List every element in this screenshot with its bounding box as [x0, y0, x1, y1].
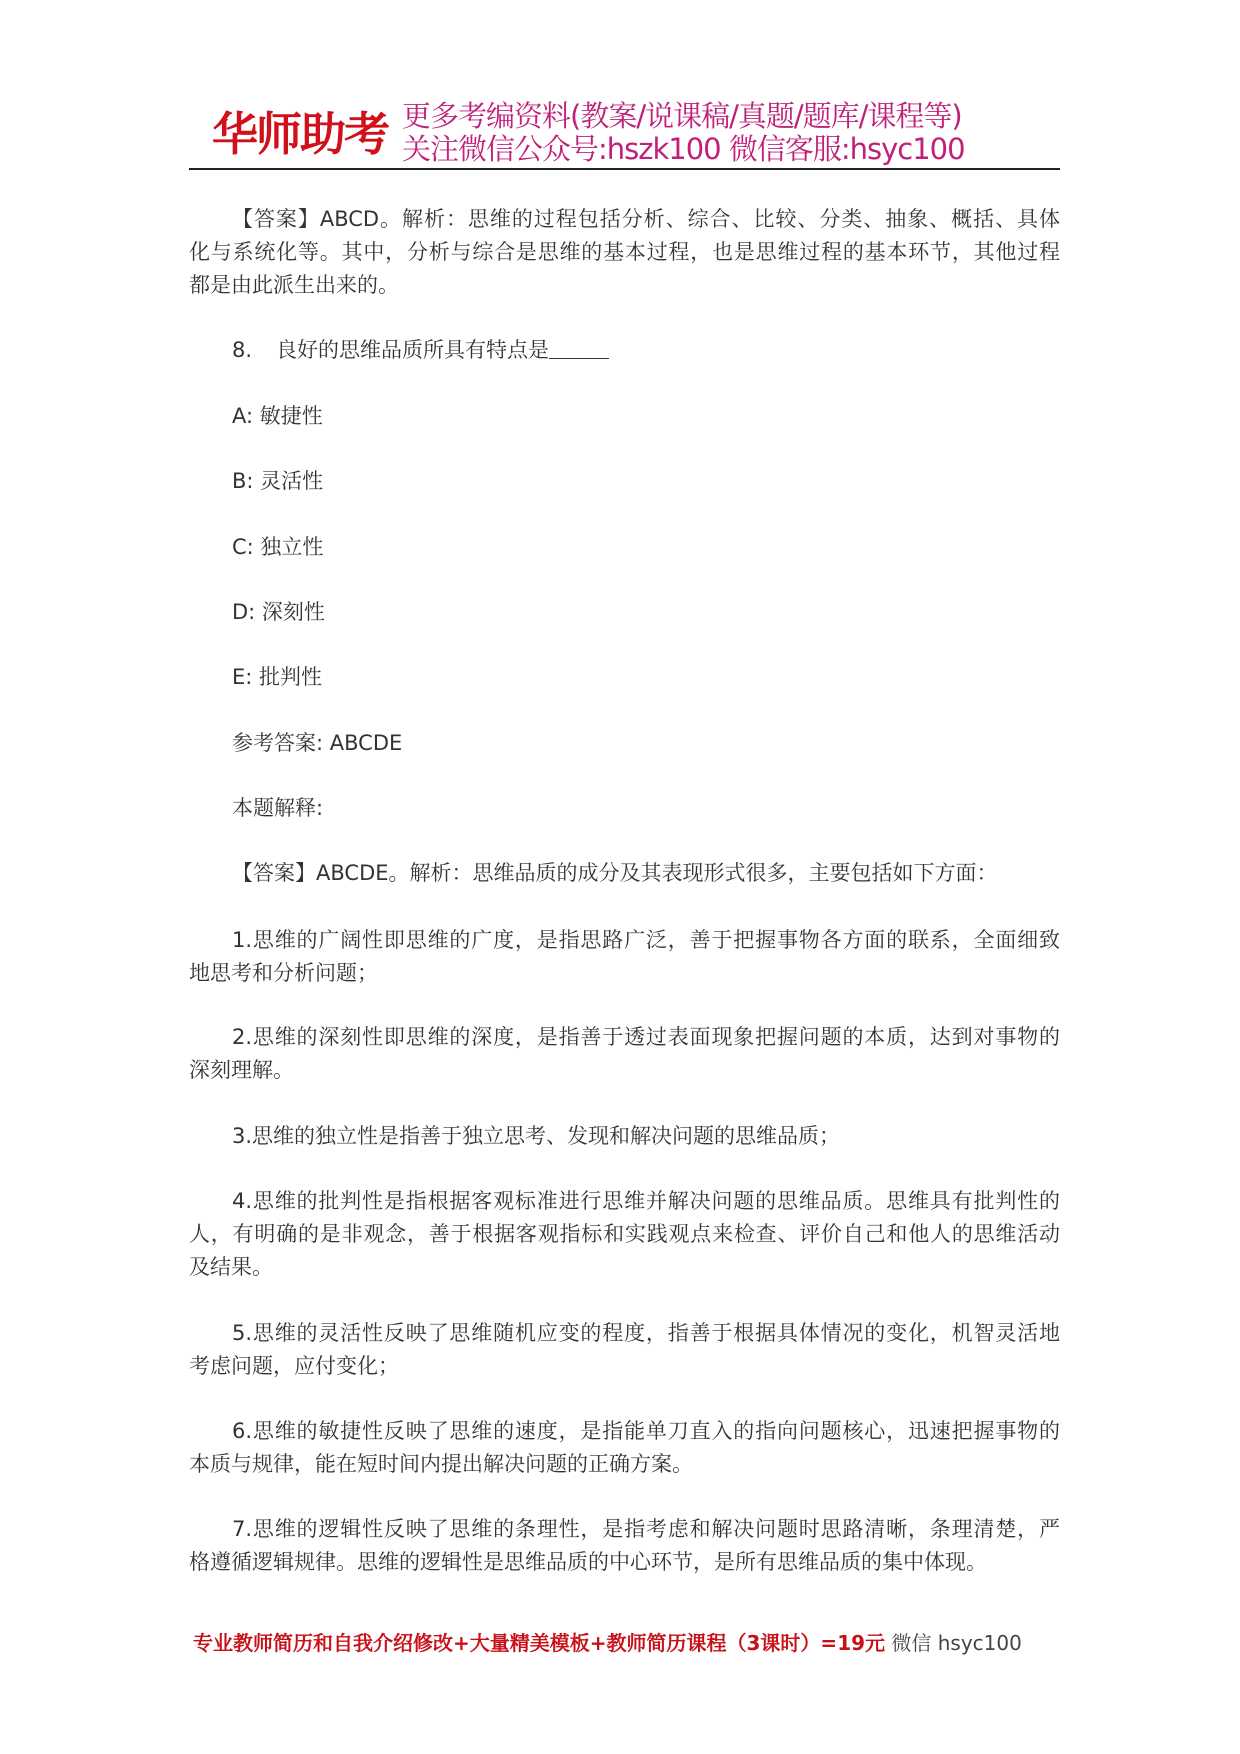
text-line: 考虑问题，应付变化； — [189, 1354, 399, 1378]
header-tagline: 更多考编资料(教案/说课稿/真题/题库/课程等) — [402, 99, 962, 133]
text-line: 3.思维的独立性是指善于独立思考、发现和解决问题的思维品质； — [232, 1124, 841, 1148]
text-line: 7.思维的逻辑性反映了思维的条理性，是指考虑和解决问题时思路清晰，条理清楚，严 — [232, 1517, 1060, 1541]
text-line: 2.思维的深刻性即思维的深度，是指善于透过表面现象把握问题的本质，达到对事物的 — [232, 1025, 1060, 1049]
promo-text: 专业教师简历和自我介绍修改+大量精美模板+教师简历课程（3课时）=19元 — [193, 1631, 886, 1655]
text-line: 都是由此派生出来的。 — [189, 273, 399, 297]
point-4 — [189, 1185, 1060, 1284]
header-divider — [189, 168, 1060, 170]
answer-blank — [549, 336, 609, 359]
point-5 — [189, 1317, 1060, 1383]
answer-intro: 【答案】ABCDE。解析：思维品质的成分及其表现形式很多，主要包括如下方面： — [232, 861, 998, 885]
option-b: B: 灵活性 — [232, 469, 324, 493]
text-line: 6.思维的敏捷性反映了思维的速度，是指能单刀直入的指向问题核心，迅速把握事物的 — [232, 1419, 1060, 1443]
point-6 — [189, 1415, 1060, 1481]
text-line: 格遵循逻辑规律。思维的逻辑性是思维品质的中心环节，是所有思维品质的集中体现。 — [189, 1550, 987, 1574]
question-8 — [189, 334, 1060, 367]
brand-logo: 华师助考 — [212, 107, 388, 161]
promo-contact: 微信 hsyc100 — [891, 1631, 1022, 1655]
text-line: 【答案】ABCD。解析：思维的过程包括分析、综合、比较、分类、抽象、概括、具体 — [232, 207, 1060, 231]
reference-answer: 参考答案: ABCDE — [232, 731, 403, 755]
option-a: A: 敏捷性 — [232, 404, 323, 428]
option-e: E: 批判性 — [232, 665, 323, 689]
header-contact: 关注微信公众号:hszk100 微信客服:hsyc100 — [402, 132, 965, 166]
point-7 — [189, 1513, 1060, 1579]
text-line: 人，有明确的是非观念，善于根据客观指标和实践观点来检查、评价自己和他人的思维活动 — [189, 1222, 1060, 1246]
question-number: 8. — [232, 338, 253, 362]
text-line: 4.思维的批判性是指根据客观标准进行思维并解决问题的思维品质。思维具有批判性的 — [232, 1189, 1060, 1213]
text-line: 地思考和分析问题； — [189, 961, 378, 985]
text-line: 5.思维的灵活性反映了思维随机应变的程度，指善于根据具体情况的变化，机智灵活地 — [232, 1321, 1060, 1345]
text-line: 化与系统化等。其中，分析与综合是思维的基本过程，也是思维过程的基本环节，其他过程 — [189, 240, 1060, 264]
point-2 — [189, 1021, 1060, 1087]
text-line: 及结果。 — [189, 1255, 273, 1279]
point-3 — [189, 1120, 1060, 1153]
option-d: D: 深刻性 — [232, 600, 325, 624]
previous-answer — [189, 203, 1060, 302]
explanation-label: 本题解释: — [232, 796, 324, 820]
question-text: 良好的思维品质所具有特点是 — [276, 338, 549, 362]
footer-promo — [193, 1627, 1022, 1656]
text-line: 深刻理解。 — [189, 1058, 294, 1082]
text-line: 本质与规律，能在短时间内提出解决问题的正确方案。 — [189, 1452, 693, 1476]
point-1 — [189, 924, 1060, 990]
option-c: C: 独立性 — [232, 535, 324, 559]
text-line: 1.思维的广阔性即思维的广度，是指思路广泛，善于把握事物各方面的联系，全面细致 — [232, 928, 1060, 952]
